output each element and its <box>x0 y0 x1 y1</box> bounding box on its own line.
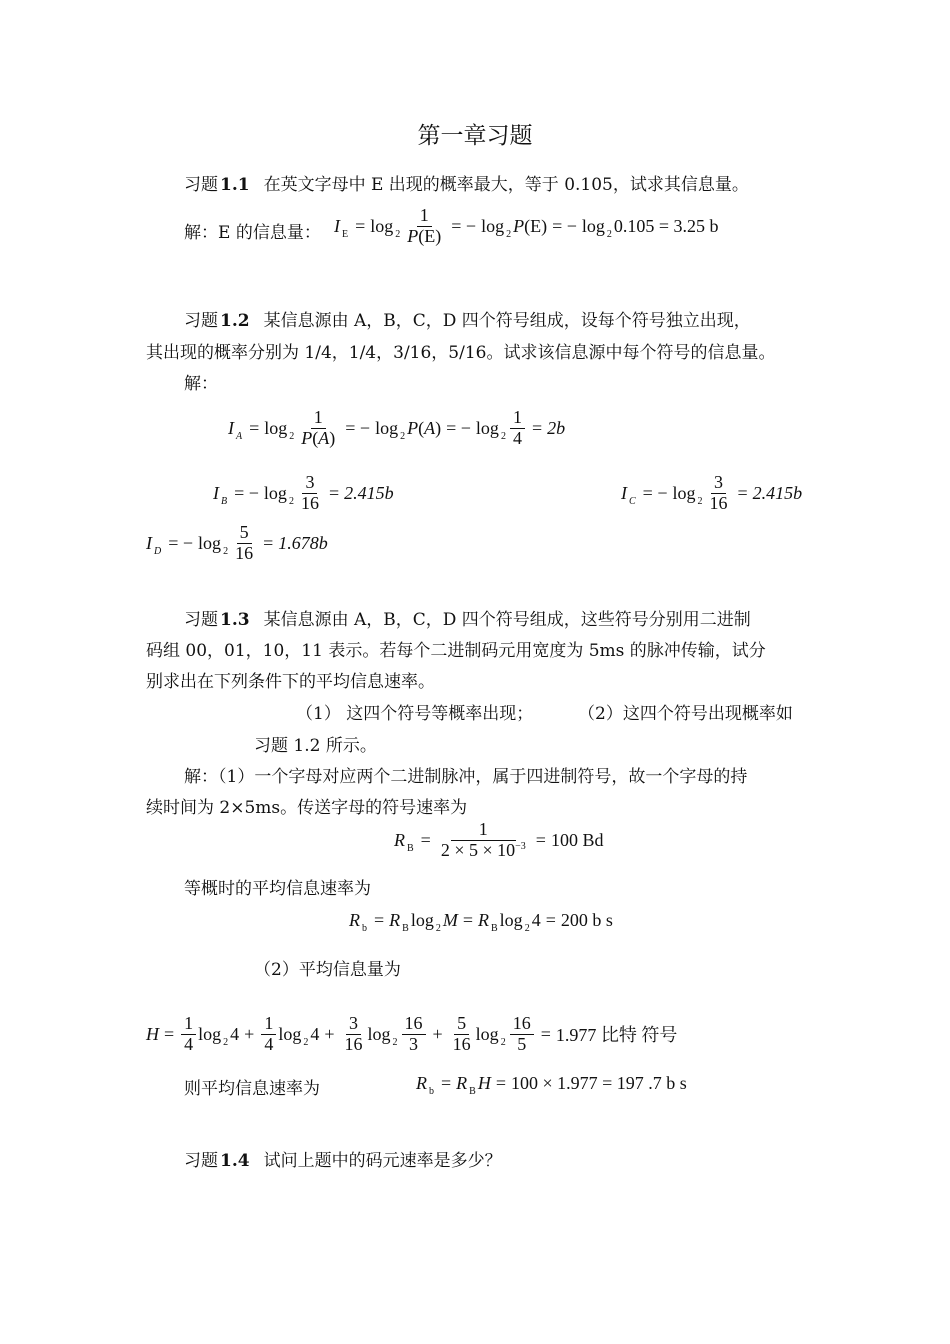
equation-h-result: 1.977 比特 符号 <box>555 1025 678 1046</box>
equation-ib: I B = − log 2 $\frac{3}{16}$ = 2.415b <box>213 472 394 513</box>
condition-2-cont: 习题 1.2 所示。 <box>254 736 377 756</box>
equation-rbit: R b = R B log 2 M = R B log 2 4 = 200 b s <box>349 910 613 934</box>
equation-avg-rate: R b = R B H = 100 × 1.977 = 197 .7 b s <box>416 1073 687 1097</box>
problem-number: 1.3 <box>220 610 250 630</box>
problem-label: 习题 <box>184 610 218 630</box>
equation-id-result: 1.678b <box>278 532 328 553</box>
equation-id: I D = − log 2 $\frac{5}{16}$ = 1.678b <box>146 522 328 563</box>
problem-label: 习题 <box>184 175 218 195</box>
equal-prob-label: 等概时的平均信息速率为 <box>184 879 371 899</box>
equation-rbit-result: 200 b s <box>560 910 613 930</box>
solution-1-3-line2: 续时间为 2×5ms。传送字母的符号速率为 <box>146 798 468 818</box>
problem-1-2-line2: 其出现的概率分别为 1/4，1/4，3/16，5/16。试求该信息源中每个符号的信息量。 <box>146 343 776 363</box>
problem-1-3-line2: 码组 00，01，10，11 表示。若每个二进制码元用宽度为 5ms 的脉冲传输，试分 <box>146 641 766 661</box>
problem-label: 习题 <box>184 1151 218 1171</box>
equation-h: H = $\frac{1}{4}$ log 2 4 + $\frac{1}{4}$ log 2 4 + $\frac{3}{16}$ log 2 $\frac{16}{3}$ + $\frac{5}{16}$ log 2 $\frac{16}{5}$ = 1.977 比特 符号 <box>146 1013 678 1054</box>
part-2-label: （2）平均信息量为 <box>254 960 401 980</box>
problem-1-1-solution-label: 解：E 的信息量： <box>184 223 321 243</box>
equation-rb: R B = $\frac{1}{2 \times 5 \times 10^{-3}}$ = 100 Bd <box>394 819 604 860</box>
problem-1-3-line1 <box>184 605 751 630</box>
problem-text: 某信息源由 A，B，C，D 四个符号组成，设每个符号独立出现， <box>263 311 751 331</box>
equation-avg-rate-result: 100 × 1.977 = 197 .7 b s <box>510 1073 687 1093</box>
equation-1-1-result: 0.105 = 3.25 b <box>613 215 719 236</box>
problem-1-1-statement <box>184 170 749 195</box>
problem-1-2-solution-label: 解： <box>184 374 218 394</box>
problem-text: 某信息源由 A，B，C，D 四个符号组成，这些符号分别用二进制 <box>263 610 751 630</box>
equation-ib-result: 2.415b <box>344 482 394 503</box>
problem-number: 1.1 <box>220 175 250 195</box>
problem-text: 在英文字母中 E 出现的概率最大，等于 0.105，试求其信息量。 <box>263 175 749 195</box>
condition-2: （2）这四个符号出现概率如 <box>578 704 793 724</box>
problem-1-4-statement <box>184 1146 502 1171</box>
equation-rb-result: 100 Bd <box>550 829 604 850</box>
avg-rate-label: 则平均信息速率为 <box>184 1079 320 1099</box>
equation-1-1: I E = log 2 $\frac{1}{P(E)}$ = − log 2 P (E) = − log 2 0.105 = 3.25 b <box>334 205 719 246</box>
equation-ic: I C = − log 2 $\frac{3}{16}$ = 2.415b <box>621 472 803 513</box>
problem-number: 1.4 <box>220 1151 250 1171</box>
problem-number: 1.2 <box>220 311 250 331</box>
solution-1-3-line1: 解：（1）一个字母对应两个二进制脉冲，属于四进制符号，故一个字母的持 <box>184 767 748 787</box>
problem-label: 习题 <box>184 311 218 331</box>
condition-1: （1） 这四个符号等概率出现； <box>296 704 534 724</box>
problem-text: 试问上题中的码元速率是多少？ <box>263 1151 502 1171</box>
page-title: 第一章习题 <box>417 123 533 149</box>
equation-ic-result: 2.415b <box>752 482 803 503</box>
equation-ia: I A = log 2 $\frac{1}{P(A)}$ = − log 2 P ( A ) = − log 2 $\frac{1}{4}$ = 2b <box>228 407 566 448</box>
problem-1-2-line1 <box>184 306 751 331</box>
problem-1-3-line3: 别求出在下列条件下的平均信息速率。 <box>146 672 435 692</box>
equation-ia-result: 2b <box>547 417 566 438</box>
